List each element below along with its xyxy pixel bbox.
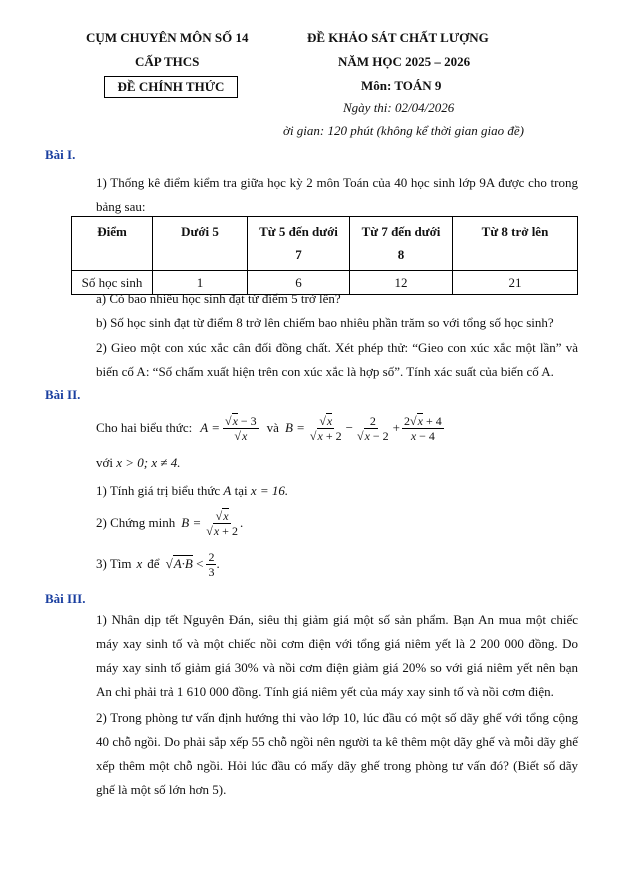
section-title-2: Bài II. (45, 387, 81, 402)
question-2-3: 3) Tìm x để √A·B < $\frac{2}{3}$ . (96, 549, 220, 579)
table-cell: 12 (350, 271, 453, 295)
school-cluster: CỤM CHUYÊN MÔN SỐ 14 (86, 30, 249, 45)
table-header-cell: Điểm (72, 217, 153, 271)
table-row-label: Số học sinh (72, 271, 153, 295)
question-1a: a) Có bao nhiêu học sinh đạt từ điểm 5 trở lên? (96, 291, 341, 306)
table-header-cell: Từ 8 trở lên (453, 217, 578, 271)
fraction-b-result: $\frac{√x}{√x + 2}$ (206, 508, 238, 538)
table-header-row (72, 217, 578, 271)
table-cell: 1 (153, 271, 248, 295)
table-cell: 21 (453, 271, 578, 295)
score-table (71, 216, 578, 295)
question-1b: b) Số học sinh đạt từ điểm 8 trở lên chiếm bao nhiêu phần trăm so với tổng số học sinh? (96, 315, 554, 330)
question-1-2: 2) Gieo một con xúc xắc cân đối đồng chất. Xét phép thử: “Gieo con xúc xắc một lần” và biến cố A: “Số chấm xuất hiện trên con xúc xắc là hợp số”. Tính xác suất của biến cố A. (96, 340, 578, 379)
fraction-two-thirds: $\frac{2}{3}$ (208, 549, 215, 579)
table-cell: 6 (248, 271, 350, 295)
subject: Môn: TOÁN 9 (361, 78, 442, 93)
condition-line: với x > 0; x ≠ 4. (96, 455, 181, 470)
school-year: NĂM HỌC 2025 – 2026 (338, 54, 471, 69)
expressions-line: Cho hai biểu thức: A = $\frac{√x - 3}{√x}$ và B = $\frac{√x}{√x + 2}$ − $\frac{2}{√x - 2}$ + $\frac{2√x + 4}{x - 4}$ (96, 413, 442, 443)
section-title-3: Bài III. (45, 591, 86, 606)
expr-a: A = (200, 420, 220, 435)
exam-time: ời gian: 120 phút (không kể thời gian giao đề) (283, 123, 524, 138)
exam-title: ĐỀ KHẢO SÁT CHẤT LƯỢNG (307, 30, 489, 45)
problem-3-1: 1) Nhân dịp tết Nguyên Đán, siêu thị giảm giá một số sản phẩm. Bạn An mua một chiếc máy xay sinh tố và một chiếc nồi cơm điện với tổng giá niêm yết là 2 200 000 đồng. Do máy xay sinh tố giảm giá 30% và nồi cơm điện giảm giá 20% so với giá niêm yết nên bạn An chỉ phải trả 1 610 000 đồng. Tính giá niêm yết của máy xay sinh tố và nồi cơm điện. (96, 612, 578, 699)
problem-3-2: 2) Trong phòng tư vấn định hướng thi vào lớp 10, lúc đầu có một số dãy ghế với tổng cộng 40 chỗ ngồi. Do phải sắp xếp 55 chỗ ngồi nên người ta kê thêm một dãy ghế và mỗi dãy ghế xếp thêm một chỗ ngồi. Hỏi lúc đầu có mấy dãy ghế trong phòng tư vấn đó? (Biết số dãy ghế là một số lớn hơn 5). (96, 710, 578, 797)
fraction-a: $\frac{√x - 3}{√x}$ (224, 413, 257, 443)
fraction-b2: $\frac{2}{√x - 2}$ (356, 413, 389, 443)
school-level: CẤP THCS (135, 54, 200, 69)
table-header-cell: Từ 5 đến dưới 7 (248, 217, 350, 271)
condition: x > 0; x ≠ 4. (116, 455, 181, 470)
expr-intro: Cho hai biểu thức: (96, 420, 193, 435)
section-title-1: Bài I. (45, 147, 76, 162)
question-2-2: 2) Chứng minh B = $\frac{√x}{√x + 2}$ . (96, 508, 244, 538)
fraction-b1: $\frac{√x}{√x + 2}$ (309, 413, 342, 443)
official-badge: ĐỀ CHÍNH THỨC (104, 76, 238, 98)
table-header-cell: Từ 7 đến dưới 8 (350, 217, 453, 271)
expr-and: và (266, 420, 279, 435)
expr-b: B = (284, 420, 305, 435)
question-2-1: 1) Tính giá trị biểu thức A tại x = 16. (96, 483, 289, 498)
bai1-intro: 1) Thống kê điểm kiểm tra giữa học kỳ 2 môn Toán của 40 học sinh lớp 9A được cho trong bảng sau: (96, 175, 578, 214)
table-header-cell: Dưới 5 (153, 217, 248, 271)
exam-date: Ngày thi: 02/04/2026 (343, 100, 455, 115)
fraction-b3: $\frac{2√x + 4}{x - 4}$ (404, 413, 442, 443)
